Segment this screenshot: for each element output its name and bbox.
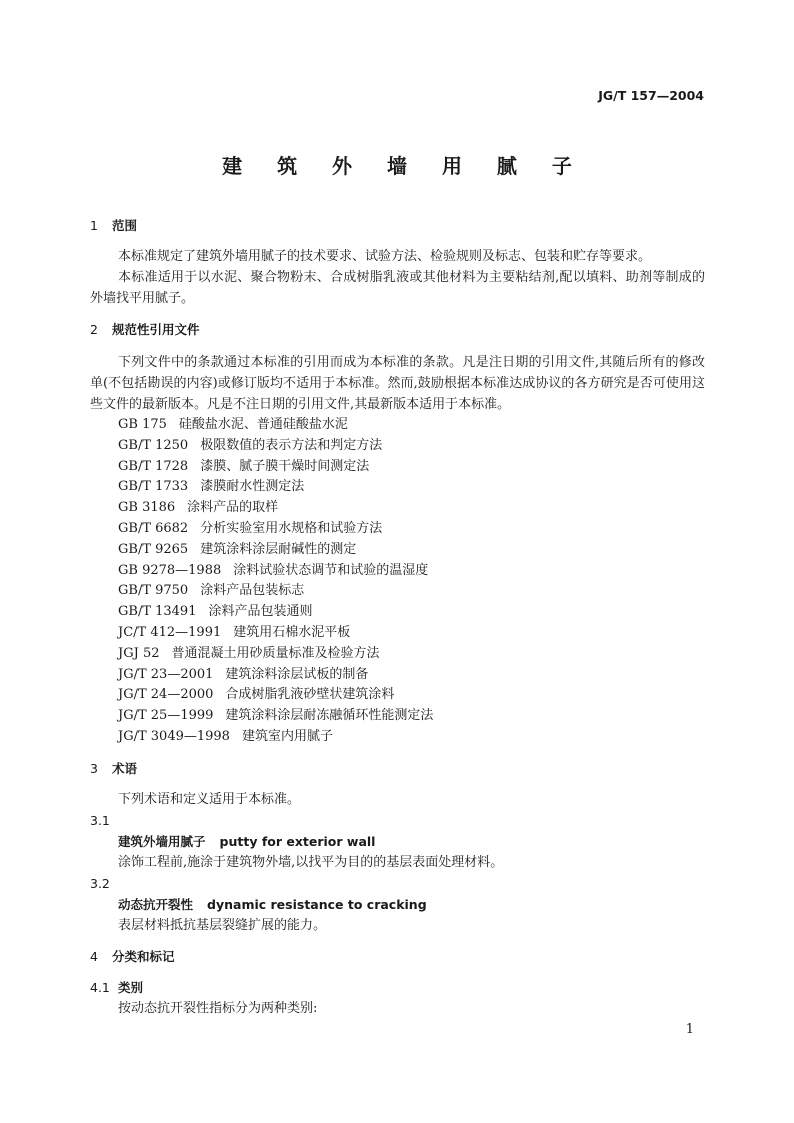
reference-item [90, 519, 705, 540]
reference-name: 建筑用石棉水泥平板 [233, 624, 351, 640]
term-zh: 建筑外墙用腻子 [118, 833, 206, 849]
section-number: 2 [90, 322, 98, 337]
reference-item [90, 706, 705, 727]
section-title: 范围 [112, 218, 138, 233]
section-heading-4 [90, 946, 705, 967]
section-heading-3 [90, 758, 705, 779]
reference-item [90, 540, 705, 561]
reference-name: 涂料试验状态调节和试验的温湿度 [233, 562, 429, 578]
document-title: 建 筑 外 墙 用 腻 子 [222, 154, 586, 178]
reference-item [90, 415, 705, 436]
reference-name: 涂料产品的取样 [187, 500, 279, 516]
section-number: 3 [90, 760, 98, 776]
reference-item [90, 581, 705, 602]
paragraph: 本标准适用于以水泥、聚合物粉末、合成树脂乳液或其他材料为主要粘结剂,配以填料、助剂等制成的外墙找平用腻子。 [90, 270, 705, 306]
reference-name: 普通混凝土用砂质量标准及检验方法 [171, 645, 380, 661]
reference-list [90, 415, 705, 748]
reference-item [90, 644, 705, 665]
reference-code: GB/T 6682 [118, 520, 189, 536]
reference-code: JGJ 52 [118, 645, 160, 661]
term-heading [90, 831, 705, 852]
term-definition: 表层材料抵抗基层裂缝扩展的能力。 [118, 917, 327, 933]
reference-code: GB/T 9265 [118, 541, 189, 557]
term-en: dynamic resistance to cracking [207, 896, 427, 912]
section-heading-2 [90, 319, 705, 340]
reference-name: 硅酸盐水泥、普通硅酸盐水泥 [178, 417, 348, 432]
reference-code: GB/T 1733 [118, 479, 189, 495]
standard-number: JG/T 157—2004 [598, 88, 704, 103]
paragraph: 下列术语和定义适用于本标准。 [118, 791, 301, 807]
term-en: putty for exterior wall [219, 833, 376, 849]
term-zh: 动态抗开裂性 [118, 896, 194, 912]
subsection-title: 类别 [118, 979, 144, 995]
section-title: 规范性引用文件 [112, 322, 200, 337]
reference-code: GB 175 [118, 417, 167, 432]
reference-code: GB/T 1728 [118, 458, 189, 474]
term-number: 3.2 [90, 875, 110, 891]
reference-item [90, 436, 705, 457]
paragraph: 本标准规定了建筑外墙用腻子的技术要求、试验方法、检验规则及标志、包装和贮存等要求。 [118, 249, 652, 264]
reference-item [90, 665, 705, 686]
reference-code: GB/T 13491 [118, 604, 197, 620]
document-body [90, 215, 705, 1019]
reference-code: JG/T 25—1999 [118, 708, 214, 724]
reference-item [90, 602, 705, 623]
paragraph: 按动态抗开裂性指标分为两种类别: [118, 1000, 318, 1016]
section-title: 分类和标记 [112, 948, 175, 964]
page-number: 1 [685, 1022, 694, 1037]
reference-code: GB/T 9750 [118, 583, 189, 599]
reference-item [90, 685, 705, 706]
reference-name: 合成树脂乳液砂壁状建筑涂料 [225, 687, 395, 703]
reference-name: 极限数值的表示方法和判定方法 [200, 437, 383, 453]
section-title: 术语 [112, 760, 138, 776]
reference-item [90, 498, 705, 519]
reference-code: GB 3186 [118, 500, 176, 516]
reference-code: JG/T 24—2000 [118, 687, 214, 703]
section-number: 4 [90, 948, 98, 964]
section-heading-1 [90, 215, 705, 236]
reference-item [90, 561, 705, 582]
section-number: 1 [90, 218, 98, 233]
reference-code: JG/T 23—2001 [118, 666, 214, 682]
reference-code: JC/T 412—1991 [118, 624, 222, 640]
paragraph: 下列文件中的条款通过本标准的引用而成为本标准的条款。凡是注日期的引用文件,其随后所有的修改单(不包括勘误的内容)或修订版均不适用于本标准。然而,鼓励根据本标准达成协议的各方研究是否可使用这些文件的最新版本。凡是不注日期的引用文件,其最新版本适用于本标准。 [90, 355, 705, 412]
reference-item [90, 623, 705, 644]
reference-code: GB/T 1250 [118, 437, 189, 453]
reference-name: 分析实验室用水规格和试验方法 [200, 520, 383, 536]
reference-name: 建筑涂料涂层耐碱性的测定 [200, 541, 357, 557]
reference-name: 涂料产品包装通则 [208, 604, 313, 620]
reference-name: 建筑室内用腻子 [241, 728, 333, 744]
term-heading [90, 894, 705, 915]
reference-code: JG/T 3049—1998 [118, 728, 230, 744]
reference-name: 漆膜、腻子膜干燥时间测定法 [200, 458, 370, 474]
subsection-number: 4.1 [90, 979, 110, 995]
reference-item [90, 457, 705, 478]
reference-name: 建筑涂料涂层耐冻融循环性能测定法 [225, 708, 434, 724]
reference-item [90, 727, 705, 748]
reference-name: 建筑涂料涂层试板的制备 [225, 666, 369, 682]
reference-name: 漆膜耐水性测定法 [200, 479, 305, 495]
term-number: 3.1 [90, 812, 110, 828]
reference-name: 涂料产品包装标志 [200, 583, 305, 599]
subsection-heading [90, 977, 705, 998]
reference-item [90, 477, 705, 498]
term-definition: 涂饰工程前,施涂于建筑物外墙,以找平为目的的基层表面处理材料。 [118, 854, 504, 870]
reference-code: GB 9278—1988 [118, 562, 222, 578]
